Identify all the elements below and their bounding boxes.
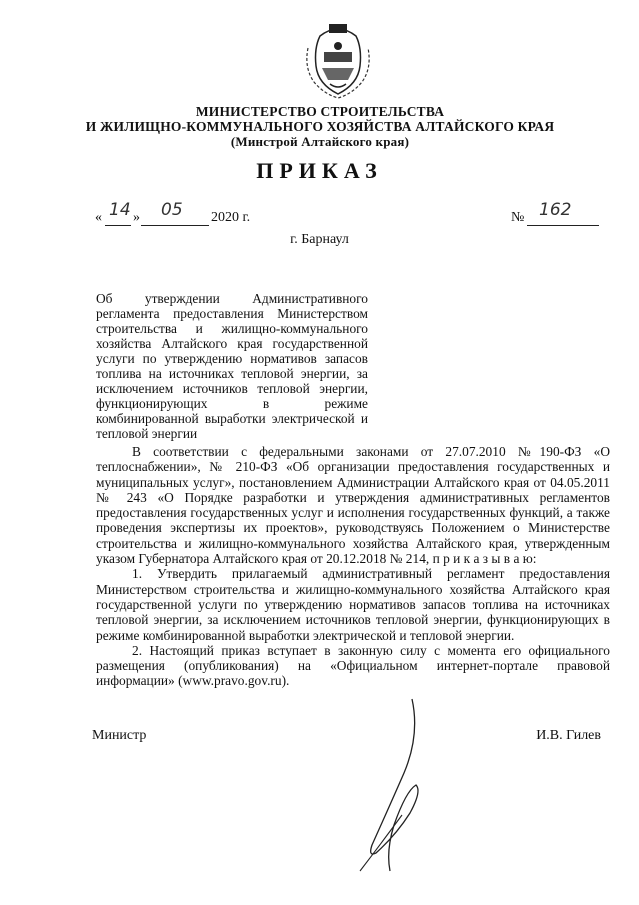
handwritten-signature <box>350 695 440 875</box>
order-item-2: 2. Настоящий приказ вступает в законную силу с момента его официального размещения (опубликования) на «Официальном интернет-портале правовой информации» (www.pravo.gov.ru). <box>96 642 610 689</box>
date-month: 05 <box>161 200 183 220</box>
open-quote: « <box>95 210 102 225</box>
number-underline <box>527 225 599 226</box>
order-item-1: 1. Утвердить прилагаемый административный регламент предоставления Министерством строительства и жилищно-коммунального хозяйства Алтайского края государственной услуги по утверждению нормативов запасов топлива на источниках тепловой энергии, за исключением источников тепловой энергии, функционирующих в режиме комбинированной выработки электрической и тепловой энергии. <box>96 566 610 643</box>
ministry-name-line2: И ЖИЛИЩНО-КОММУНАЛЬНОГО ХОЗЯЙСТВА АЛТАЙСКОГО КРАЯ <box>85 119 555 134</box>
coat-of-arms-emblem <box>300 18 376 100</box>
document-body <box>96 444 610 689</box>
close-quote: » <box>133 210 140 225</box>
signatory-name: И.В. Гилев <box>536 728 601 743</box>
date-day: 14 <box>109 200 131 220</box>
document-number: 162 <box>539 200 572 220</box>
ministry-name-line1: МИНИСТЕРСТВО СТРОИТЕЛЬСТВА <box>195 104 445 119</box>
date-year: 2020 г. <box>211 210 251 225</box>
document-type-title: ПРИКАЗ <box>256 158 383 183</box>
subject-text: Об утверждении Административного регламента предоставления Министерством строительства и жилищно-коммунального хозяйства Алтайского края государственной услуги по утверждению нормативов запасов топлива на источниках тепловой энергии, за исключением источников тепловой энергии, функционирующих в режиме комбинированной выработки электрической и тепловой энергии <box>96 291 368 441</box>
preamble-paragraph: В соответствии с федеральными законами от 27.07.2010 №190-ФЗ «О теплоснабжении», № 210-ФЗ «Об организации предоставления государственных и муниципальных услуг», постановлением Администрации Алтайского края от 04.05.2011 № 243 «О Порядке разработки и утверждения административных регламентов предоставления государственных услуг и исполнения государственных функций, а также проведения экспертизы их проектов», руководствуясь Положением о Министерстве строительства и жилищно-коммунального хозяйства Алтайского края, утвержденным указом Губернатора Алтайского края от 20.12.2018 № 214, п р и к а з ы в а ю: <box>96 444 610 567</box>
signatory-position: Министр <box>92 728 147 743</box>
month-underline <box>141 225 209 226</box>
city: г. Барнаул <box>290 232 349 247</box>
date-number-line <box>95 200 615 227</box>
ministry-short-name: (Минстрой Алтайского края) <box>230 134 410 149</box>
subject-block <box>96 291 368 441</box>
day-underline <box>105 225 131 226</box>
number-label: № <box>511 210 525 225</box>
